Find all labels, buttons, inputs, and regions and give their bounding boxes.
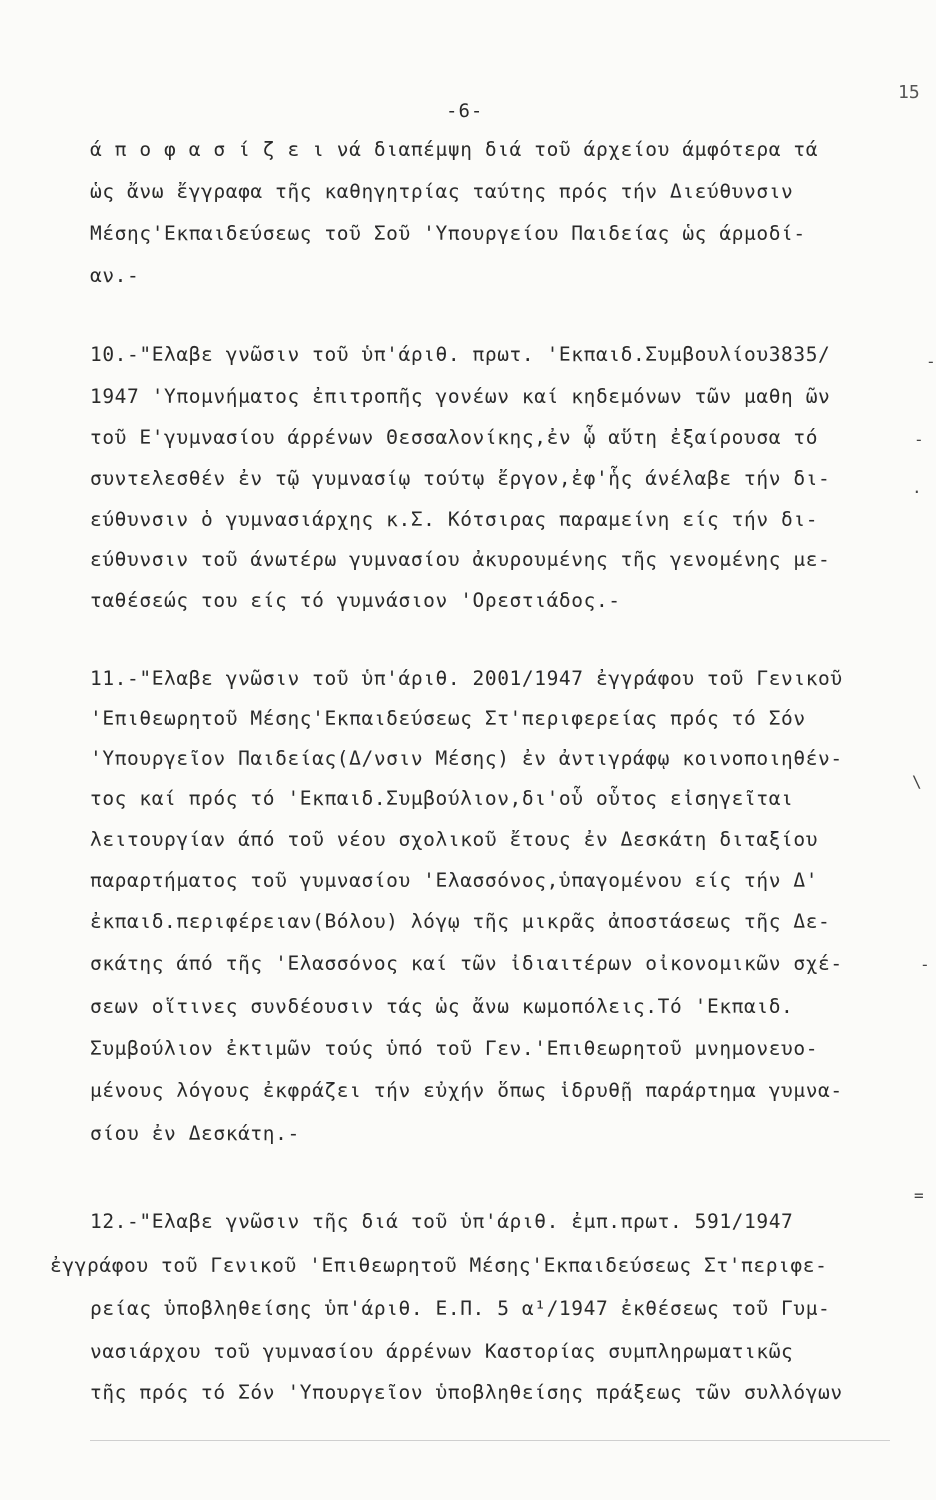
text-line: σκάτης άπό τῆς 'Ελασσόνος καί τῶν ἰδιαιτέρων οἰκονομικῶν σχέ- bbox=[90, 952, 843, 975]
text-line: εύθυνσιν ὁ γυμνασιάρχης κ.Σ. Κότσιρας παραμείνη είς τήν δι- bbox=[90, 508, 819, 531]
corner-page-mark: 15 bbox=[898, 82, 920, 103]
text-line: 12.-"Ελαβε γνῶσιν τῆς διά τοῦ ὑπ'άριθ. ἐμπ.πρωτ. 591/1947 bbox=[90, 1210, 794, 1233]
text-line: 11.-"Ελαβε γνῶσιν τοῦ ὑπ'άριθ. 2001/1947 ἐγγράφου τοῦ Γενικοῦ bbox=[90, 667, 843, 690]
text-line: ά π ο φ α σ ί ζ ε ι νά διαπέμψη διά τοῦ άρχείου άμφότερα τά bbox=[90, 138, 819, 161]
text-line: τος καί πρός τό 'Εκπαιδ.Συμβούλιον,δι'οὗ οὗτος εἰσηγεῖται bbox=[90, 787, 794, 810]
text-line: ἐκπαιδ.περιφέρειαν(Βόλου) λόγῳ τῆς μικρᾶς ἀποστάσεως τῆς Δε- bbox=[90, 910, 831, 933]
text-line: παραρτήματος τοῦ γυμνασίου 'Ελασσόνος,ὑπαγομένου είς τήν Δ' bbox=[90, 869, 819, 892]
text-line: 10.-"Ελαβε γνῶσιν τοῦ ὑπ'άριθ. πρωτ. 'Εκπαιδ.Συμβουλίου3835/ bbox=[90, 343, 831, 366]
text-line: 1947 'Υπομνήματος ἐπιτροπῆς γονέων καί κηδεμόνων τῶν μαθη ῶν bbox=[90, 385, 831, 408]
text-line: Συμβούλιον ἐκτιμῶν τούς ὑπό τοῦ Γεν.'Επιθεωρητοῦ μνημονευο- bbox=[90, 1037, 819, 1060]
text-line: ὡς ἄνω ἔγγραφα τῆς καθηγητρίας ταύτης πρός τήν Διεύθυνσιν bbox=[90, 180, 794, 203]
text-line: 'Επιθεωρητοῦ Μέσης'Εκπαιδεύσεως Στ'περιφερείας πρός τό Σόν bbox=[90, 707, 806, 730]
margin-mark: \ bbox=[912, 772, 922, 791]
text-line: σίου ἐν Δεσκάτη.- bbox=[90, 1122, 300, 1145]
text-line: τοῦ Ε'γυμνασίου άρρένων Θεσσαλονίκης,ἐν ᾧ αὕτη ἐξαίρουσα τό bbox=[90, 426, 819, 449]
text-line: ἐγγράφου τοῦ Γενικοῦ 'Επιθεωρητοῦ Μέσης'Εκπαιδεύσεως Στ'περιφε- bbox=[50, 1254, 828, 1277]
margin-mark: . bbox=[912, 478, 922, 497]
text-line: νασιάρχου τοῦ γυμνασίου άρρένων Καστορίας συμπληρωματικῶς bbox=[90, 1340, 794, 1363]
margin-mark: - bbox=[920, 955, 930, 974]
text-line: 'Υπουργεῖον Παιδείας(Δ/νσιν Μέσης) ἐν ἀντιγράφῳ κοινοποιηθέν- bbox=[90, 747, 843, 770]
text-line: ταθέσεώς του είς τό γυμνάσιον 'Ορεστιάδος.- bbox=[90, 589, 621, 612]
text-line: αν.- bbox=[90, 264, 140, 287]
text-line: σεων οἵτινες συνδέουσιν τάς ὡς ἄνω κωμοπόλεις.Τό 'Εκπαιδ. bbox=[90, 995, 794, 1018]
text-line: μένους λόγους ἐκφράζει τήν εὐχήν ὅπως ἱδρυθῇ παράρτημα γυμνα- bbox=[90, 1079, 843, 1102]
text-line: ρείας ὑποβληθείσης ὑπ'άριθ. Ε.Π. 5 α¹/1947 ἐκθέσεως τοῦ Γυμ- bbox=[90, 1297, 831, 1320]
text-line: εύθυνσιν τοῦ άνωτέρω γυμνασίου ἀκυρουμένης τῆς γενομένης με- bbox=[90, 548, 831, 571]
page-number: -6- bbox=[446, 100, 484, 122]
margin-mark: = bbox=[914, 1186, 924, 1205]
margin-mark: - bbox=[926, 352, 936, 371]
margin-mark: - bbox=[914, 430, 924, 449]
text-line: τῆς πρός τό Σόν 'Υπουργεῖον ὑποβληθείσης πράξεως τῶν συλλόγων bbox=[90, 1381, 843, 1404]
text-line: συντελεσθέν ἐν τῷ γυμνασίῳ τούτῳ ἔργον,ἐφ'ἧς άνέλαβε τήν δι- bbox=[90, 467, 831, 490]
text-line: Μέσης'Εκπαιδεύσεως τοῦ Σοῦ 'Υπουργείου Παιδείας ὡς άρμοδί- bbox=[90, 222, 806, 245]
text-line: λειτουργίαν άπό τοῦ νέου σχολικοῦ ἔτους ἐν Δεσκάτη διταξίου bbox=[90, 828, 819, 851]
scan-rule bbox=[90, 1440, 890, 1441]
